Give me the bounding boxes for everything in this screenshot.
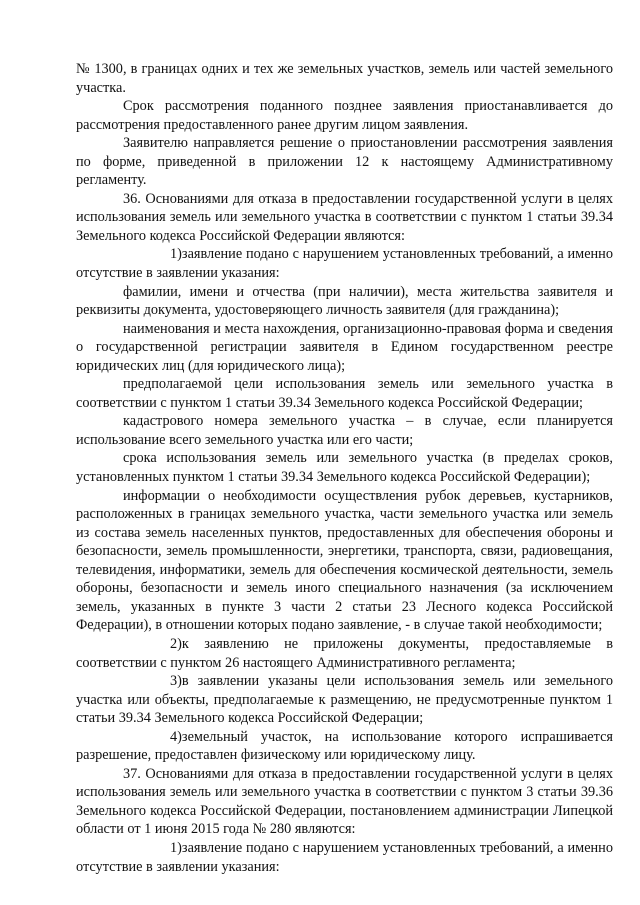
paragraph-suspension-decision — [76, 134, 613, 190]
document-page — [76, 60, 613, 876]
clause-37-item-1 — [76, 839, 613, 876]
sub-item-tree-felling — [76, 487, 613, 635]
paragraph-text: Срок рассмотрения поданного позднее заявления приостанавливается до рассмотрения предоставленного ранее другим лицом заявления. — [76, 98, 613, 133]
sub-item-purpose — [76, 375, 613, 412]
paragraph-text: наименования и места нахождения, организационно-правовая форма и сведения о государственной регистрации заявителя в Едином государственном реестре юридических лиц (для юридического лица); — [76, 320, 613, 374]
paragraph-text: 37. Основаниями для отказа в предоставлении государственной услуги в целях использования земель или земельного участка в соответствии с пунктом 3 статьи 39.36 Земельного кодекса Российской Федерации, постановлением администрации Липецкой области от 1 июня 2015 года № 280 являются: — [76, 765, 613, 838]
paragraph-continuation — [76, 60, 613, 97]
item-number: 2) — [170, 635, 182, 652]
paragraph-text: информации о необходимости осуществления рубок деревьев, кустарников, расположенных в границах земельного участка, части земельного участка или земель из состава земель населенных пунктов, предоставленных для обеспечения обороны и безопасности, земель промышленности, энергетики, транспорта, связи, радиовещания, телевидения, информатики, земель для обеспечения космической деятельности, земель обороны, безопасности и земель иного специального назначения (за исключением земель, указанных в пункте 3 части 2 статьи 23 Лесного кодекса Российской Федерации), в отношении которых подано заявление, - в случае такой необходимости; — [76, 487, 613, 634]
paragraph-text: в заявлении указаны цели использования земель или земельного участка или объекты, предполагаемые к размещению, не предусмотренные пунктом 1 статьи 39.34 Земельного кодекса Российской Федерации; — [76, 673, 613, 727]
paragraph-text: заявление подано с нарушением установленных требований, а именно отсутствие в заявлении указания: — [76, 839, 613, 875]
paragraph-text: предполагаемой цели использования земель или земельного участка в соответствии с пунктом 1 статьи 39.34 Земельного кодекса Российской Федерации; — [76, 376, 613, 411]
paragraph-text: земельный участок, на использование которого испрашивается разрешение, предоставлен физическому или юридическому лицу. — [76, 728, 613, 764]
sub-item-legal-entity-details — [76, 320, 613, 376]
paragraph-text: Заявителю направляется решение о приостановлении рассмотрения заявления по форме, приведенной в приложении 12 к настоящему Административному регламенту. — [76, 135, 613, 189]
clause-36-item-3 — [76, 672, 613, 728]
paragraph-text: 36. Основаниями для отказа в предоставлении государственной услуги в целях использования земель или земельного участка в соответствии с пунктом 1 статьи 39.34 Земельного кодекса Российской Федерации являются: — [76, 190, 613, 244]
clause-36 — [76, 190, 613, 246]
clause-36-item-1 — [76, 245, 613, 282]
sub-item-citizen-details — [76, 283, 613, 320]
clause-37 — [76, 765, 613, 839]
paragraph-text: к заявлению не приложены документы, предоставляемые в соответствии с пунктом 26 настоящего Административного регламента; — [76, 635, 613, 671]
item-number: 1) — [170, 839, 182, 856]
paragraph-text: фамилии, имени и отчества (при наличии), места жительства заявителя и реквизиты документа, удостоверяющего личность заявителя (для гражданина); — [76, 283, 613, 319]
paragraph-text: кадастрового номера земельного участка – в случае, если планируется использование всего земельного участка или его части; — [76, 413, 613, 448]
sub-item-term — [76, 449, 613, 486]
paragraph-text: срока использования земель или земельного участка (в пределах сроков, установленных пунктом 1 статьи 39.34 Земельного кодекса Российской Федерации); — [76, 450, 613, 486]
item-number: 1) — [170, 246, 182, 263]
paragraph-suspension-term — [76, 97, 613, 134]
clause-36-item-2 — [76, 635, 613, 672]
item-number: 4) — [170, 728, 182, 745]
paragraph-text: № 1300, в границах одних и тех же земельных участков, земель или частей земельного участка. — [76, 61, 613, 96]
item-number: 3) — [170, 673, 182, 690]
paragraph-text: заявление подано с нарушением установленных требований, а именно отсутствие в заявлении указания: — [76, 246, 613, 282]
sub-item-cadastral-number — [76, 412, 613, 449]
clause-36-item-4 — [76, 728, 613, 765]
